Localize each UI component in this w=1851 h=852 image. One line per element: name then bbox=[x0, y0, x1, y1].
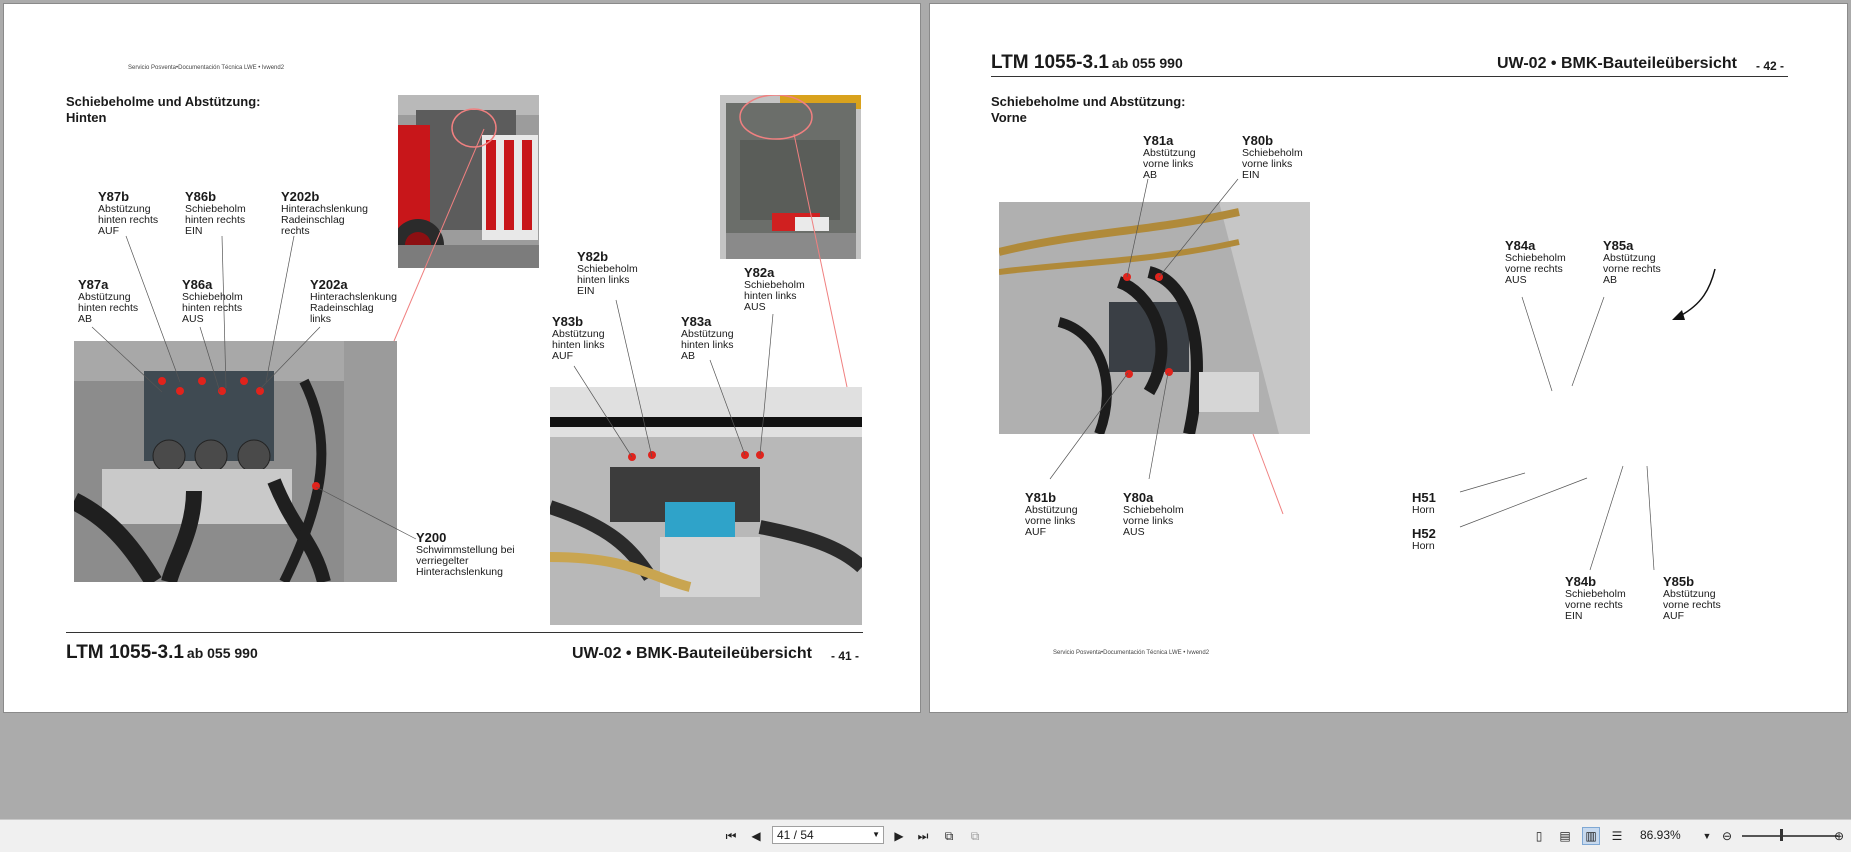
marker-dot bbox=[176, 387, 184, 395]
label-y202a: Y202a Hinterachslenkung Radeinschlag links bbox=[310, 277, 397, 325]
continuous-page-icon: ▤ bbox=[1559, 829, 1571, 843]
viewer-statusbar bbox=[0, 819, 1851, 852]
marker-dot bbox=[1123, 273, 1131, 281]
truck-rear-right-photo bbox=[398, 95, 539, 268]
zoom-dropdown-button[interactable] bbox=[1698, 827, 1716, 845]
label-y80b: Y80b Schiebeholm vorne links EIN bbox=[1242, 133, 1303, 181]
copy-icon: ⧉ bbox=[944, 828, 954, 843]
last-page-icon: ⏭ bbox=[917, 828, 929, 843]
rear-left-valve-block-photo bbox=[550, 387, 862, 625]
previous-page-button[interactable] bbox=[747, 827, 765, 845]
document-page-42 bbox=[929, 3, 1848, 713]
label-y82b: Y82b Schiebeholm hinten links EIN bbox=[577, 249, 638, 297]
previous-page-icon: ◀ bbox=[751, 829, 761, 843]
label-y85a: Y85a Abstützung vorne rechts AB bbox=[1603, 238, 1661, 286]
facing-pages-icon: ▥ bbox=[1585, 829, 1597, 843]
marker-dot bbox=[312, 482, 320, 490]
single-page-icon: ▯ bbox=[1535, 829, 1543, 843]
label-h51: H51 Horn bbox=[1412, 490, 1436, 516]
zoom-slider-thumb[interactable] bbox=[1780, 829, 1783, 841]
label-h52: H52 Horn bbox=[1412, 526, 1436, 552]
next-page-icon: ▶ bbox=[894, 829, 904, 843]
continuous-view-button[interactable] bbox=[1556, 827, 1574, 845]
first-page-button[interactable] bbox=[722, 827, 740, 845]
label-y86a: Y86a Schiebeholm hinten rechts AUS bbox=[182, 277, 243, 325]
paste-page-button[interactable] bbox=[966, 827, 984, 845]
label-y83b: Y83b Abstützung hinten links AUF bbox=[552, 314, 605, 362]
marker-dot bbox=[1165, 368, 1173, 376]
continuous-facing-view-button[interactable] bbox=[1608, 827, 1626, 845]
header-title: LTM 1055-3.1 ab 055 990 bbox=[991, 52, 1183, 73]
header-rule bbox=[991, 76, 1788, 77]
marker-dot bbox=[756, 451, 764, 459]
footer-page-number: - 41 - bbox=[831, 649, 860, 663]
label-y87b: Y87b Abstützung hinten rechts AUF bbox=[98, 189, 159, 237]
copy-page-button[interactable] bbox=[940, 827, 958, 845]
label-y83a: Y83a Abstützung hinten links AB bbox=[681, 314, 734, 362]
footer-section: UW-02 • BMK-Bauteileübersicht bbox=[572, 645, 812, 662]
marker-dot bbox=[198, 377, 206, 385]
marker-dot bbox=[1155, 273, 1163, 281]
label-y87a: Y87a Abstützung hinten rechts AB bbox=[78, 277, 139, 325]
chevron-down-icon: ▼ bbox=[1702, 831, 1712, 841]
front-left-valve-block-photo bbox=[999, 202, 1310, 434]
marker-dot bbox=[628, 453, 636, 461]
header-page-number: - 42 - bbox=[1756, 59, 1785, 73]
zoom-slider[interactable] bbox=[1742, 835, 1838, 837]
first-page-icon: ⏮ bbox=[725, 828, 737, 843]
header-section: UW-02 • BMK-Bauteileübersicht bbox=[1497, 55, 1737, 72]
chevron-down-icon: ▼ bbox=[872, 830, 880, 839]
label-y200: Y200 Schwimmstellung bei verriegelter Hinterachslenkung bbox=[416, 530, 515, 578]
section-heading: Schiebeholme und Abstützung: Vorne bbox=[991, 94, 1186, 125]
page-credit: Servicio Posventa•Documentación Técnica LWE • lvwend2 bbox=[128, 65, 285, 71]
label-y84a: Y84a Schiebeholm vorne rechts AUS bbox=[1505, 238, 1566, 286]
marker-dot bbox=[218, 387, 226, 395]
zoom-out-button[interactable] bbox=[1718, 827, 1736, 845]
zoom-in-icon: ⊕ bbox=[1833, 829, 1845, 843]
footer-rule bbox=[66, 632, 863, 633]
marker-dot bbox=[1125, 370, 1133, 378]
label-y81a: Y81a Abstützung vorne links AB bbox=[1143, 133, 1196, 181]
label-y84b: Y84b Schiebeholm vorne rechts EIN bbox=[1565, 574, 1626, 622]
truck-rear-left-photo bbox=[720, 95, 861, 259]
continuous-facing-icon: ☰ bbox=[1611, 829, 1623, 843]
section-heading: Schiebeholme und Abstützung: Hinten bbox=[66, 94, 261, 125]
single-page-view-button[interactable] bbox=[1530, 827, 1548, 845]
label-y81b: Y81b Abstützung vorne links AUF bbox=[1025, 490, 1078, 538]
paste-icon: ⧉ bbox=[970, 828, 980, 843]
marker-dot bbox=[648, 451, 656, 459]
zoom-in-button[interactable] bbox=[1830, 827, 1848, 845]
facing-view-button[interactable] bbox=[1582, 827, 1600, 845]
zoom-out-icon: ⊖ bbox=[1721, 829, 1733, 843]
marker-dot bbox=[158, 377, 166, 385]
page-number-input[interactable]: 41 / 54 ▼ bbox=[772, 826, 884, 844]
footer-title: LTM 1055-3.1 ab 055 990 bbox=[66, 642, 258, 663]
rear-right-valve-block-photo bbox=[74, 341, 397, 582]
label-y86b: Y86b Schiebeholm hinten rechts EIN bbox=[185, 189, 246, 237]
label-y202b: Y202b Hinterachslenkung Radeinschlag rechts bbox=[281, 189, 368, 237]
last-page-button[interactable] bbox=[914, 827, 932, 845]
page-credit: Servicio Posventa•Documentación Técnica LWE • lvwend2 bbox=[1053, 650, 1210, 656]
document-page-41 bbox=[3, 3, 921, 713]
label-y82a: Y82a Schiebeholm hinten links AUS bbox=[744, 265, 805, 313]
next-page-button[interactable] bbox=[890, 827, 908, 845]
viewer-background bbox=[0, 716, 1851, 819]
label-y80a: Y80a Schiebeholm vorne links AUS bbox=[1123, 490, 1184, 538]
zoom-level[interactable]: 86.93% bbox=[1640, 828, 1681, 842]
marker-dot bbox=[741, 451, 749, 459]
marker-dot bbox=[256, 387, 264, 395]
label-y85b: Y85b Abstützung vorne rechts AUF bbox=[1663, 574, 1721, 622]
marker-dot bbox=[240, 377, 248, 385]
